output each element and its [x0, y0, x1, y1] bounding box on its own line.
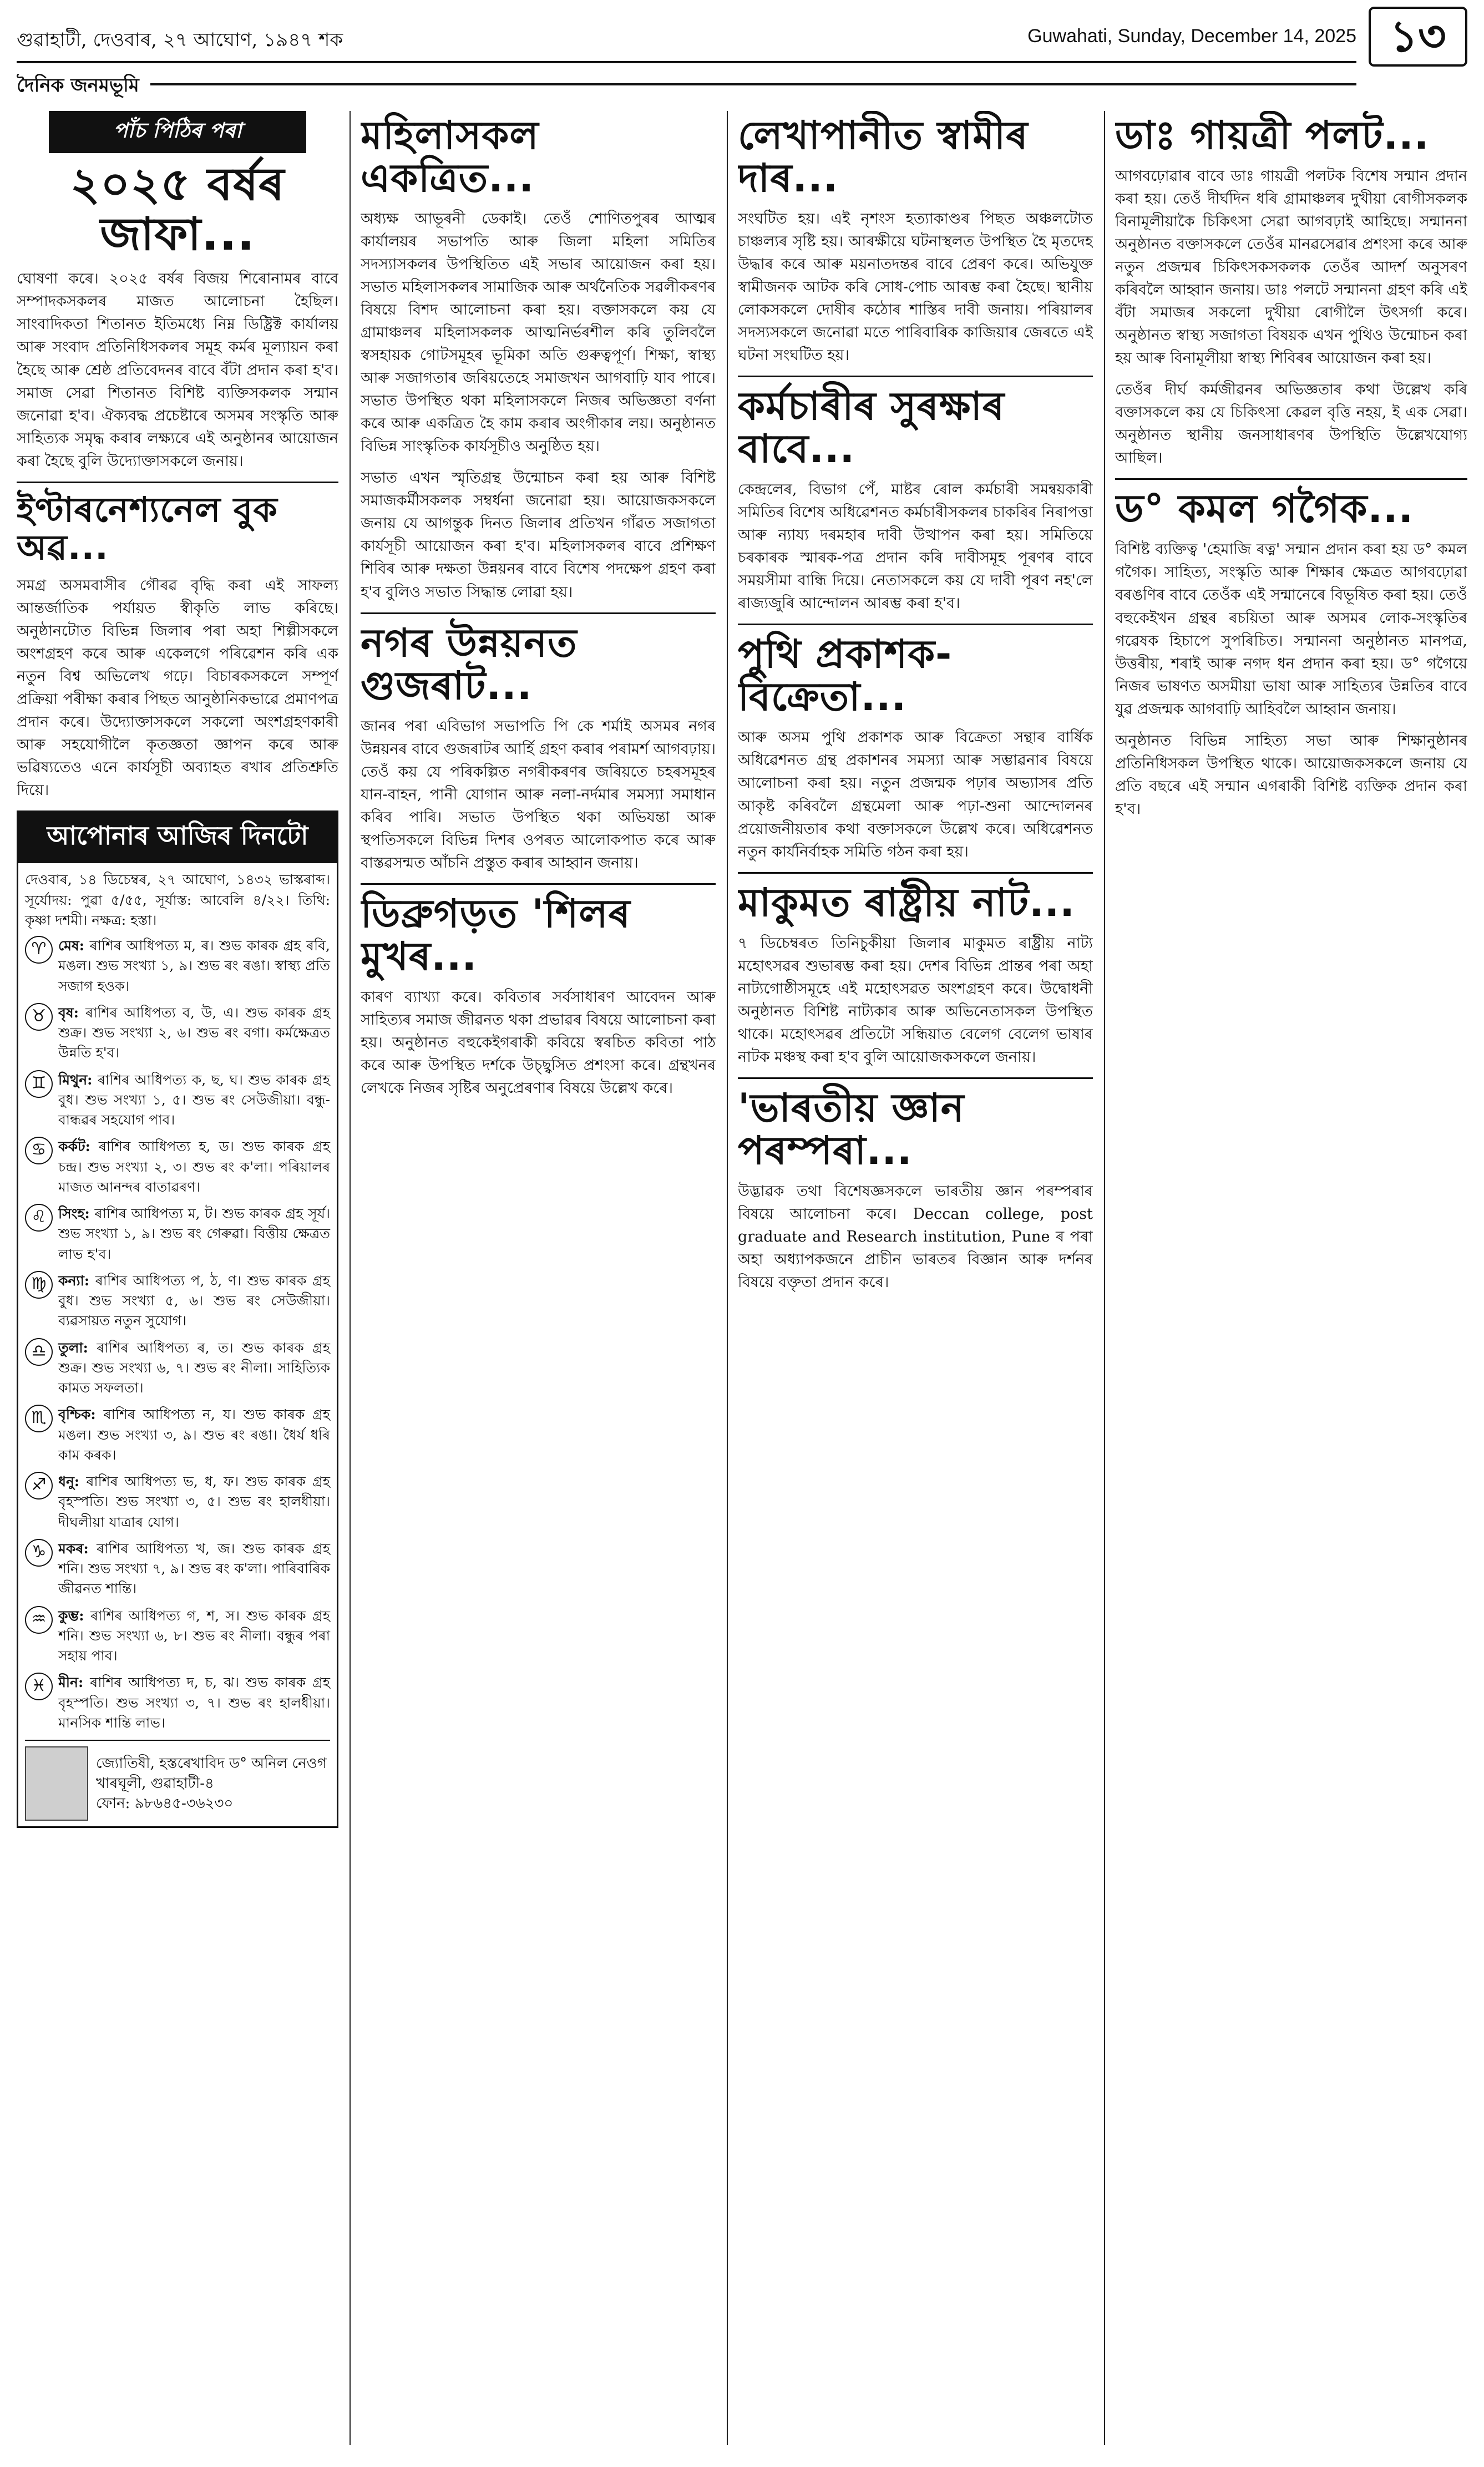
horoscope-box: [17, 810, 338, 1828]
zodiac-icon: ♉: [25, 1003, 53, 1031]
zodiac-icon: ♊: [25, 1070, 53, 1098]
zodiac-reading: ৰাশিৰ আধিপত্য প, ঠ, ণ। শুভ কাৰক গ্ৰহ বুধ। শুভ সংখ্যা ৫, ৬। শুভ ৰং সেউজীয়া। ব্যৱসায়ত নতুন সুযোগ।: [58, 1272, 330, 1329]
zodiac-icon: ♌: [25, 1204, 53, 1232]
horoscope-item: [25, 1137, 330, 1197]
story-knowledge-body: উদ্ভাৱক তথা বিশেষজ্ঞসকলে ভাৰতীয় জ্ঞান পৰম্পৰাৰ বিষয়ে আলোচনা কৰে। Deccan college, post graduate and Research institution, Pune ৰ পৰা অহা অধ্যাপকজনে প্ৰাচীন ভাৰতৰ বিজ্ঞান আৰু দৰ্শনৰ বিষয়ে বক্তৃতা প্ৰদান কৰে।: [738, 1182, 1093, 1291]
section-divider: [738, 624, 1093, 625]
astrologer-photo: [25, 1746, 88, 1821]
headline-jafa: ২০২৫ বৰ্ষৰ জাফা...: [70, 158, 285, 261]
horoscope-item: [25, 936, 330, 996]
zodiac-name: কন্যা:: [58, 1272, 90, 1289]
horoscope-item: [25, 1338, 330, 1399]
story-gayatri-body-2: তেওঁৰ দীৰ্ঘ কৰ্মজীৱনৰ অভিজ্ঞতাৰ কথা উল্লেখ কৰি বক্তাসকলে কয় যে চিকিৎসা কেৱল বৃত্তি নহয়, ই এক সেৱা। অনুষ্ঠানত স্থানীয় জনসাধাৰণৰ উপস্থিতি উল্লেখযোগ্য আছিল।: [1115, 381, 1467, 467]
story-publisher-body: আৰু অসম পুথি প্ৰকাশক আৰু বিক্ৰেতা সন্থাৰ বাৰ্ষিক অধিৱেশনত গ্ৰন্থ প্ৰকাশনৰ সমস্যা আৰু সম্ভাৱনাৰ বিষয়ে আলোচনা কৰা হয়। নতুন প্ৰজন্মক পঢ়াৰ অভ্যাসৰ প্ৰতি আকৃষ্ট কৰিবলৈ গ্ৰন্থমেলা আৰু পঢ়া-শুনা আন্দোলনৰ প্ৰয়োজনীয়তাৰ কথা বক্তাসকলে উল্লেখ কৰে। অধিৱেশনত নতুন কাৰ্যনিৰ্বাহক সমিতি গঠন কৰা হয়।: [738, 729, 1093, 860]
zodiac-icon: ♎: [25, 1338, 53, 1366]
zodiac-reading: ৰাশিৰ আধিপত্য হ, ড। শুভ কাৰক গ্ৰহ চন্দ্ৰ। শুভ সংখ্যা ২, ৩। শুভ ৰং ক'লা। পৰিয়ালৰ মাজত আনন্দৰ বাতাৱৰণ।: [58, 1138, 330, 1195]
section-divider: [738, 1077, 1093, 1079]
zodiac-name: মিথুন:: [58, 1071, 93, 1088]
headline-gayatri: ডাঃ গায়ত্ৰী পলট...: [1115, 113, 1430, 158]
story-women-body: অধ্যক্ষ আভূৰনী ডেকাই। তেওঁ শোণিতপুৰৰ আত্মৰ কাৰ্যালয়ৰ সভাপতি আৰু জিলা মহিলা সমিতিৰ সদস্যাসকলৰ উপস্থিতিত এই সভাৰ আয়োজন কৰা হয়। সভাত মহিলাসকলৰ সামাজিক আৰু অৰ্থনৈতিক সৱলীকৰণৰ বিষয়ে বিশদ আলোচনা কৰা হয়। বক্তাসকলে কয় যে গ্ৰামাঞ্চলৰ মহিলাসকলক আত্মনিৰ্ভৰশীল কৰি তুলিবলৈ স্বসহায়ক গোটসমূহৰ ভূমিকা অতি গুৰুত্বপূৰ্ণ। শিক্ষা, স্বাস্থ্য আৰু সজাগতাৰ জৰিয়তেহে সমাজখন আগবাঢ়ি যাব পাৰে। সভাত উপস্থিত থকা মহিলাসকলে নিজৰ অভিজ্ঞতা বৰ্ণনা কৰে আৰু একত্ৰিত হৈ কাম কৰাৰ অংগীকাৰ লয়। অনুষ্ঠানত বিভিন্ন সাংস্কৃতিক কাৰ্যসূচীও অনুষ্ঠিত হয়।: [361, 210, 716, 455]
zodiac-icon: ♏: [25, 1405, 53, 1432]
headline-publisher: পুথি প্ৰকাশক-বিক্ৰেতা...: [738, 631, 953, 720]
story-kamal-body-2: অনুষ্ঠানত বিভিন্ন সাহিত্য সভা আৰু শিক্ষানুষ্ঠানৰ প্ৰতিনিধিসকল উপস্থিত থাকে। আয়োজকসকলে জনায় যে প্ৰতি বছৰে এই সন্মান এগৰাকী বিশিষ্ট ব্যক্তিক প্ৰদান কৰা হ'ব।: [1115, 732, 1467, 818]
right-dateline: Guwahati, Sunday, December 14, 2025: [1027, 26, 1356, 47]
column-3: [738, 111, 1093, 2445]
zodiac-icon: ♓: [25, 1673, 53, 1700]
horoscope-item: [25, 1204, 330, 1264]
zodiac-reading: ৰাশিৰ আধিপত্য ক, ছ, ঘ। শুভ কাৰক গ্ৰহ বুধ। শুভ সংখ্যা ১, ৫। শুভ ৰং সেউজীয়া। বন্ধু-বান্ধৱৰ সহযোগ পাব।: [58, 1071, 330, 1128]
horoscope-item: [25, 1606, 330, 1666]
astrologer-name: জ্যোতিষী, হস্তৰেখাবিদ ড° অনিল নেওগ: [96, 1755, 327, 1772]
headline-women: মহিলাসকল একত্ৰিত...: [361, 113, 539, 201]
story-makum-body: ৭ ডিচেম্বৰত তিনিচুকীয়া জিলাৰ মাকুমত ৰাষ্ট্ৰীয় নাট্য মহোৎসৱৰ শুভাৰম্ভ কৰা হয়। দেশৰ বিভিন্ন প্ৰান্তৰ পৰা অহা নাট্যগোষ্ঠীসমূহে এই মহোৎসৱত অংশগ্ৰহণ কৰে। উদ্বোধনী অনুষ্ঠানত বিশিষ্ট নাট্যকাৰ আৰু অভিনেতাসকল উপস্থিত থাকে। মহোৎসৱৰ প্ৰতিটো সন্ধিয়াত বেলেগ বেলেগ ভাষাৰ নাটক মঞ্চস্থ কৰা হ'ব বুলি আয়োজকসকলে জনায়।: [738, 934, 1093, 1066]
section-divider: [738, 376, 1093, 377]
zodiac-reading: ৰাশিৰ আধিপত্য ম, ট। শুভ কাৰক গ্ৰহ সূৰ্য। শুভ সংখ্যা ১, ৯। শুভ ৰং গেৰুৱা। বিত্তীয় ক্ষেত্ৰত লাভ হ'ব।: [58, 1205, 330, 1262]
section-divider: [738, 872, 1093, 874]
zodiac-reading: ৰাশিৰ আধিপত্য দ, চ, ঝ। শুভ কাৰক গ্ৰহ বৃহস্পতি। শুভ সংখ্যা ৩, ৭। শুভ ৰং হালধীয়া। মানসিক শান্তি লাভ।: [58, 1674, 330, 1731]
zodiac-icon: ♐: [25, 1472, 53, 1500]
zodiac-icon: ♍: [25, 1271, 53, 1299]
horoscope-title: আপোনাৰ আজিৰ দিনটো: [18, 812, 337, 863]
column-divider: [727, 111, 728, 2445]
story-gujarat-body: জানৰ পৰা এবিভাগ সভাপতি পি কে শৰ্মাই অসমৰ নগৰ উন্নয়নৰ বাবে গুজৰাটৰ আৰ্হি গ্ৰহণ কৰাৰ পৰামৰ্শ আগবঢ়ায়। তেওঁ কয় যে পৰিকল্পিত নগৰীকৰণৰ জৰিয়তে চহৰসমূহৰ যান-বাহন, পানী যোগান আৰু নলা-নৰ্দমাৰ সমস্যা সমাধান কৰিব পাৰি। সভাত উপস্থিত থকা অভিযন্তা আৰু স্থপতিসকলে বিভিন্ন দিশৰ ওপৰত আলোকপাত কৰে আৰু বাস্তৱসন্মত আঁচনি প্ৰস্তুত কৰাৰ আহ্বান জনায়।: [361, 717, 716, 872]
story-jafa-body: ঘোষণা কৰে। ২০২৫ বৰ্ষৰ বিজয় শিৰোনামৰ বাবে সম্পাদকসকলৰ মাজত আলোচনা হৈছিল। সাংবাদিকতা শিতানত ইতিমধ্যে নিম্ন ডিষ্ট্ৰিক্ট কাৰ্যালয় আৰু সংবাদ প্ৰতিনিধিসকলৰ সমূহ কৰ্মৰ মূল্যায়ন কৰা হৈছে আৰু শ্ৰেষ্ঠ প্ৰতিবেদনৰ বাবে বঁটা প্ৰদান কৰা হ'ব। সমাজ সেৱা শিতানত বিশিষ্ট ব্যক্তিসকলক সন্মান জনোৱা হ'ব। ঐক্যবদ্ধ প্ৰচেষ্টাৰে অসমৰ সংস্কৃতি আৰু সাহিত্যক সমৃদ্ধ কৰাৰ লক্ষ্যৰে এই অনুষ্ঠানৰ আয়োজন কৰা হৈছে বুলি উদ্যোক্তাসকলে জনায়।: [17, 270, 338, 470]
story-employee-body: কেন্দ্ৰলেৰ, বিভাগ পেঁ, মাষ্টৰ ৰোল কৰ্মচাৰী সমন্বয়কাৰী সমিতিৰ বিশেষ অধিৱেশনত কৰ্মচাৰীসকলৰ চাকৰিৰ নিৰাপত্তা আৰু ন্যায্য দৰমহাৰ দাবী উত্থাপন কৰা হয়। সমিতিয়ে চৰকাৰক স্মাৰক-পত্ৰ প্ৰদান কৰি দাবীসমূহ পূৰণৰ বাবে সময়সীমা বান্ধি দিয়ে। নেতাসকলে কয় যে দাবী পূৰণ নহ'লে ৰাজ্যজুৰি আন্দোলন আৰম্ভ কৰা হ'ব।: [738, 481, 1093, 612]
zodiac-name: মকৰ:: [58, 1540, 89, 1557]
horoscope-item: [25, 1539, 330, 1599]
column-divider: [1104, 111, 1105, 2445]
story-book-record-body: সমগ্ৰ অসমবাসীৰ গৌৰৱ বৃদ্ধি কৰা এই সাফল্য আন্তৰ্জাতিক পৰ্যায়ত স্বীকৃতি লাভ কৰিছে। অনুষ্ঠানটোত বিভিন্ন জিলাৰ পৰা অহা শিল্পীসকলে অংশগ্ৰহণ কৰে আৰু একেলগে পৰিৱেশন কৰি এক নতুন বিশ্ব অভিলেখ গঢ়ে। বিচাৰকসকলে সম্পূৰ্ণ প্ৰক্ৰিয়া পৰীক্ষা কৰাৰ পিছত আনুষ্ঠানিকভাৱে প্ৰমাণপত্ৰ প্ৰদান কৰে। উদ্যোক্তাসকলে সকলো অংশগ্ৰহণকাৰী আৰু সহযোগীলৈ কৃতজ্ঞতা জ্ঞাপন কৰে আৰু ভৱিষ্যতেও এনে কাৰ্যসূচী অব্যাহত ৰখাৰ প্ৰতিশ্ৰুতি দিয়ে।: [17, 577, 338, 799]
column-4: [1115, 111, 1467, 2445]
section-divider: [1115, 478, 1467, 480]
zodiac-name: বৃশ্চিক:: [58, 1406, 96, 1423]
headline-book-record: ইণ্টাৰনেশ্যনেল বুক অৱ...: [17, 489, 278, 568]
astrologer-block: [25, 1740, 330, 1821]
horoscope-item: [25, 1405, 330, 1465]
headline-lekhapani: লেখাপানীত স্বামীৰ দাৰ...: [738, 113, 1029, 201]
zodiac-name: মীন:: [58, 1674, 84, 1691]
zodiac-name: ধনু:: [58, 1473, 80, 1490]
section-divider: [361, 883, 716, 885]
zodiac-reading: ৰাশিৰ আধিপত্য ম, ৰ। শুভ কাৰক গ্ৰহ ৰবি, মঙল। শুভ সংখ্যা ১, ৯। শুভ ৰং ৰঙা। স্বাস্থ্য প্ৰতি সজাগ হওক।: [58, 938, 331, 994]
section-divider: [17, 482, 338, 483]
zodiac-icon: ♒: [25, 1606, 53, 1634]
zodiac-name: কুম্ভ:: [58, 1607, 84, 1624]
zodiac-name: কৰ্কট:: [58, 1138, 90, 1155]
horoscope-item: [25, 1673, 330, 1733]
zodiac-reading: ৰাশিৰ আধিপত্য ন, য। শুভ কাৰক গ্ৰহ মঙল। শুভ সংখ্যা ৩, ৯। শুভ ৰং ৰঙা। ধৈৰ্য ধৰি কাম কৰক।: [58, 1406, 330, 1463]
column-2: [361, 111, 716, 2445]
zodiac-icon: ♈: [25, 936, 53, 964]
story-lekhapani-body: সংঘটিত হয়। এই নৃশংস হত্যাকাণ্ডৰ পিছত অঞ্চলটোত চাঞ্চল্যৰ সৃষ্টি হয়। আৰক্ষীয়ে ঘটনাস্থলত উপস্থিত হৈ মৃতদেহ উদ্ধাৰ কৰে আৰু ময়নাতদন্তৰ বাবে প্ৰেৰণ কৰে। অভিযুক্ত স্বামীজনক আটক কৰি সোধ-পোচ আৰম্ভ কৰা হৈছে। স্থানীয় লোকসকলে দোষীৰ কঠোৰ শাস্তিৰ দাবী জনায়। পৰিয়ালৰ সদস্যসকলে জনোৱা মতে পাৰিবাৰিক কাজিয়াৰ জেৰতে এই ঘটনা সংঘটিত হয়।: [738, 210, 1093, 364]
story-kamal-body: বিশিষ্ট ব্যক্তিত্ব 'হেমাজি ৰত্ন' সন্মান প্ৰদান কৰা হয় ড° কমল গগৈক। সাহিত্য, সংস্কৃতি আৰু শিক্ষাৰ ক্ষেত্ৰত আগবঢ়োৱা বৰঙণিৰ বাবে তেওঁক এই সন্মানেৰে বিভূষিত কৰা হয়। তেওঁ বহুকেইখন গ্ৰন্থৰ ৰচয়িতা আৰু অসমৰ লোক-সংস্কৃতিৰ গৱেষক হিচাপে সুপৰিচিত। সন্মাননা অনুষ্ঠানত মানপত্ৰ, উত্তৰীয়, শৰাই আৰু নগদ ধন প্ৰদান কৰা হয়। ড° গগৈয়ে নিজৰ ভাষণত অসমীয়া ভাষা আৰু সাহিত্যৰ উন্নতিৰ বাবে যুৱ প্ৰজন্মক আগবাঢ়ি আহিবলৈ আহ্বান জনায়।: [1115, 541, 1467, 718]
horoscope-item: [25, 1271, 330, 1331]
headline-makum: মাকুমত ৰাষ্ট্ৰীয় নাট...: [738, 879, 1075, 925]
zodiac-icon: ♋: [25, 1137, 53, 1164]
astrologer-phone: ফোন: ৯৮৬৪৫-৩৬২৩০: [96, 1795, 234, 1812]
paper-name: দৈনিক জনমভূমি: [17, 71, 150, 103]
horoscope-item: [25, 1003, 330, 1063]
headline-dibrugarh: ডিব্ৰুগড়ত 'শিলৰ মুখৰ...: [361, 890, 631, 979]
zodiac-name: বৃষ:: [58, 1004, 79, 1021]
astrologer-place: খাৰঘূলী, গুৱাহাটী-৪: [96, 1775, 214, 1792]
headline-kamal: ড° কমল গগৈক...: [1115, 486, 1414, 532]
section-divider: [361, 612, 716, 614]
zodiac-name: তুলা:: [58, 1339, 88, 1356]
story-women-body-2: সভাত এখন স্মৃতিগ্ৰন্থ উন্মোচন কৰা হয় আৰু বিশিষ্ট সমাজকৰ্মীসকলক সম্বৰ্ধনা জনোৱা হয়। আয়োজকসকলে জনায় যে আগন্তুক দিনত জিলাৰ প্ৰতিখন গাঁৱত সজাগতা কাৰ্যসূচী আয়োজন কৰা হ'ব। মহিলাসকলৰ বাবে প্ৰশিক্ষণ শিবিৰ আৰু দক্ষতা উন্নয়নৰ বাবে বিশেষ পদক্ষেপ গ্ৰহণ কৰা হ'ব বুলিও সভাত সিদ্ধান্ত লোৱা হয়।: [361, 469, 716, 601]
story-gayatri-body: আগবঢ়োৱাৰ বাবে ডাঃ গায়ত্ৰী পলটক বিশেষ সন্মান প্ৰদান কৰা হয়। তেওঁ দীৰ্ঘদিন ধৰি গ্ৰামাঞ্চলৰ দুখীয়া ৰোগীসকলক বিনামূলীয়াকৈ চিকিৎসা সেৱা আগবঢ়াই আহিছে। সন্মাননা অনুষ্ঠানত বক্তাসকলে তেওঁৰ মানৱসেৱাৰ প্ৰশংসা কৰে আৰু নতুন প্ৰজন্মৰ চিকিৎসকসকলক তেওঁৰ আদৰ্শ অনুসৰণ কৰিবলৈ আহ্বান জনায়। ডাঃ পলটে সন্মাননা গ্ৰহণ কৰি এই বঁটা সমাজৰ সকলো দুখীয়া ৰোগীলৈ উৎসৰ্গা কৰে। অনুষ্ঠানত স্বাস্থ্য সজাগতা বিষয়ক এখন পুথিও উন্মোচন কৰা হয় আৰু বিনামূলীয়া স্বাস্থ্য শিবিৰৰ আয়োজন কৰা হয়।: [1115, 168, 1467, 367]
masthead-rule: [17, 61, 1356, 63]
column-1: [17, 111, 338, 2445]
horoscope-intro: দেওবাৰ, ১৪ ডিচেম্বৰ, ২৭ আঘোণ, ১৪৩২ ভাস্কৰাব্দ। সূৰ্যোদয়: পুৱা ৫/৫৫, সূৰ্যাস্ত: আবেলি ৪/২২। তিথি: কৃষ্ণা দশমী। নক্ষত্ৰ: হস্তা।: [25, 872, 330, 928]
continued-kicker: পাঁচ পিঠিৰ পৰা: [49, 111, 306, 153]
zodiac-name: মেষ:: [58, 938, 85, 954]
zodiac-reading: ৰাশিৰ আধিপত্য ভ, ধ, ফ। শুভ কাৰক গ্ৰহ বৃহস্পতি। শুভ সংখ্যা ৩, ৫। শুভ ৰং হালধীয়া। দীঘলীয়া যাত্ৰাৰ যোগ।: [58, 1473, 330, 1530]
zodiac-name: সিংহ:: [58, 1205, 90, 1222]
horoscope-list: [25, 936, 330, 1733]
zodiac-reading: ৰাশিৰ আধিপত্য গ, শ, স। শুভ কাৰক গ্ৰহ শনি। শুভ সংখ্যা ৬, ৮। শুভ ৰং নীলা। বন্ধুৰ পৰা সহায় পাব।: [58, 1607, 330, 1664]
column-divider: [350, 111, 351, 2445]
headline-employee: কৰ্মচাৰীৰ সুৰক্ষাৰ বাবে...: [738, 383, 1005, 472]
horoscope-item: [25, 1472, 330, 1532]
zodiac-icon: ♑: [25, 1539, 53, 1567]
headline-gujarat: নগৰ উন্নয়নত গুজৰাট...: [361, 620, 578, 708]
headline-knowledge: 'ভাৰতীয় জ্ঞান পৰম্পৰা...: [738, 1085, 965, 1173]
left-dateline: গুৱাহাটী, দেওবাৰ, ২৭ আঘোণ, ১৯৪৭ শক: [17, 29, 343, 51]
page-number: ১৩: [1369, 7, 1467, 67]
story-dibrugarh-body: কাৰণ ব্যাখ্যা কৰে। কবিতাৰ সৰ্বসাধাৰণ আবেদন আৰু সাহিত্যৰ সমাজ জীৱনত থকা প্ৰভাৱৰ বিষয়ে আলোচনা কৰা হয়। অনুষ্ঠানত বহুকেইগৰাকী কবিয়ে স্বৰচিত কবিতা পাঠ কৰে আৰু উপস্থিত দৰ্শকে উচ্ছ্বসিত প্ৰশংসা কৰে। গ্ৰন্থখনৰ লেখকে নিজৰ সৃষ্টিৰ অনুপ্ৰেৰণাৰ বিষয়ে উল্লেখ কৰে।: [361, 988, 716, 1097]
zodiac-reading: ৰাশিৰ আধিপত্য খ, জ। শুভ কাৰক গ্ৰহ শনি। শুভ সংখ্যা ৭, ৯। শুভ ৰং ক'লা। পাৰিবাৰিক জীৱনত শান্তি।: [58, 1540, 330, 1597]
zodiac-reading: ৰাশিৰ আধিপত্য ব, উ, এ। শুভ কাৰক গ্ৰহ শুক্ৰ। শুভ সংখ্যা ২, ৬। শুভ ৰং বগা। কৰ্মক্ষেত্ৰত উন্নতি হ'ব।: [58, 1004, 330, 1061]
horoscope-item: [25, 1070, 330, 1131]
zodiac-reading: ৰাশিৰ আধিপত্য ৰ, ত। শুভ কাৰক গ্ৰহ শুক্ৰ। শুভ সংখ্যা ৬, ৭। শুভ ৰং নীলা। সাহিত্যিক কামত সফলতা।: [58, 1339, 331, 1396]
masthead-rule-2: [17, 83, 1356, 85]
